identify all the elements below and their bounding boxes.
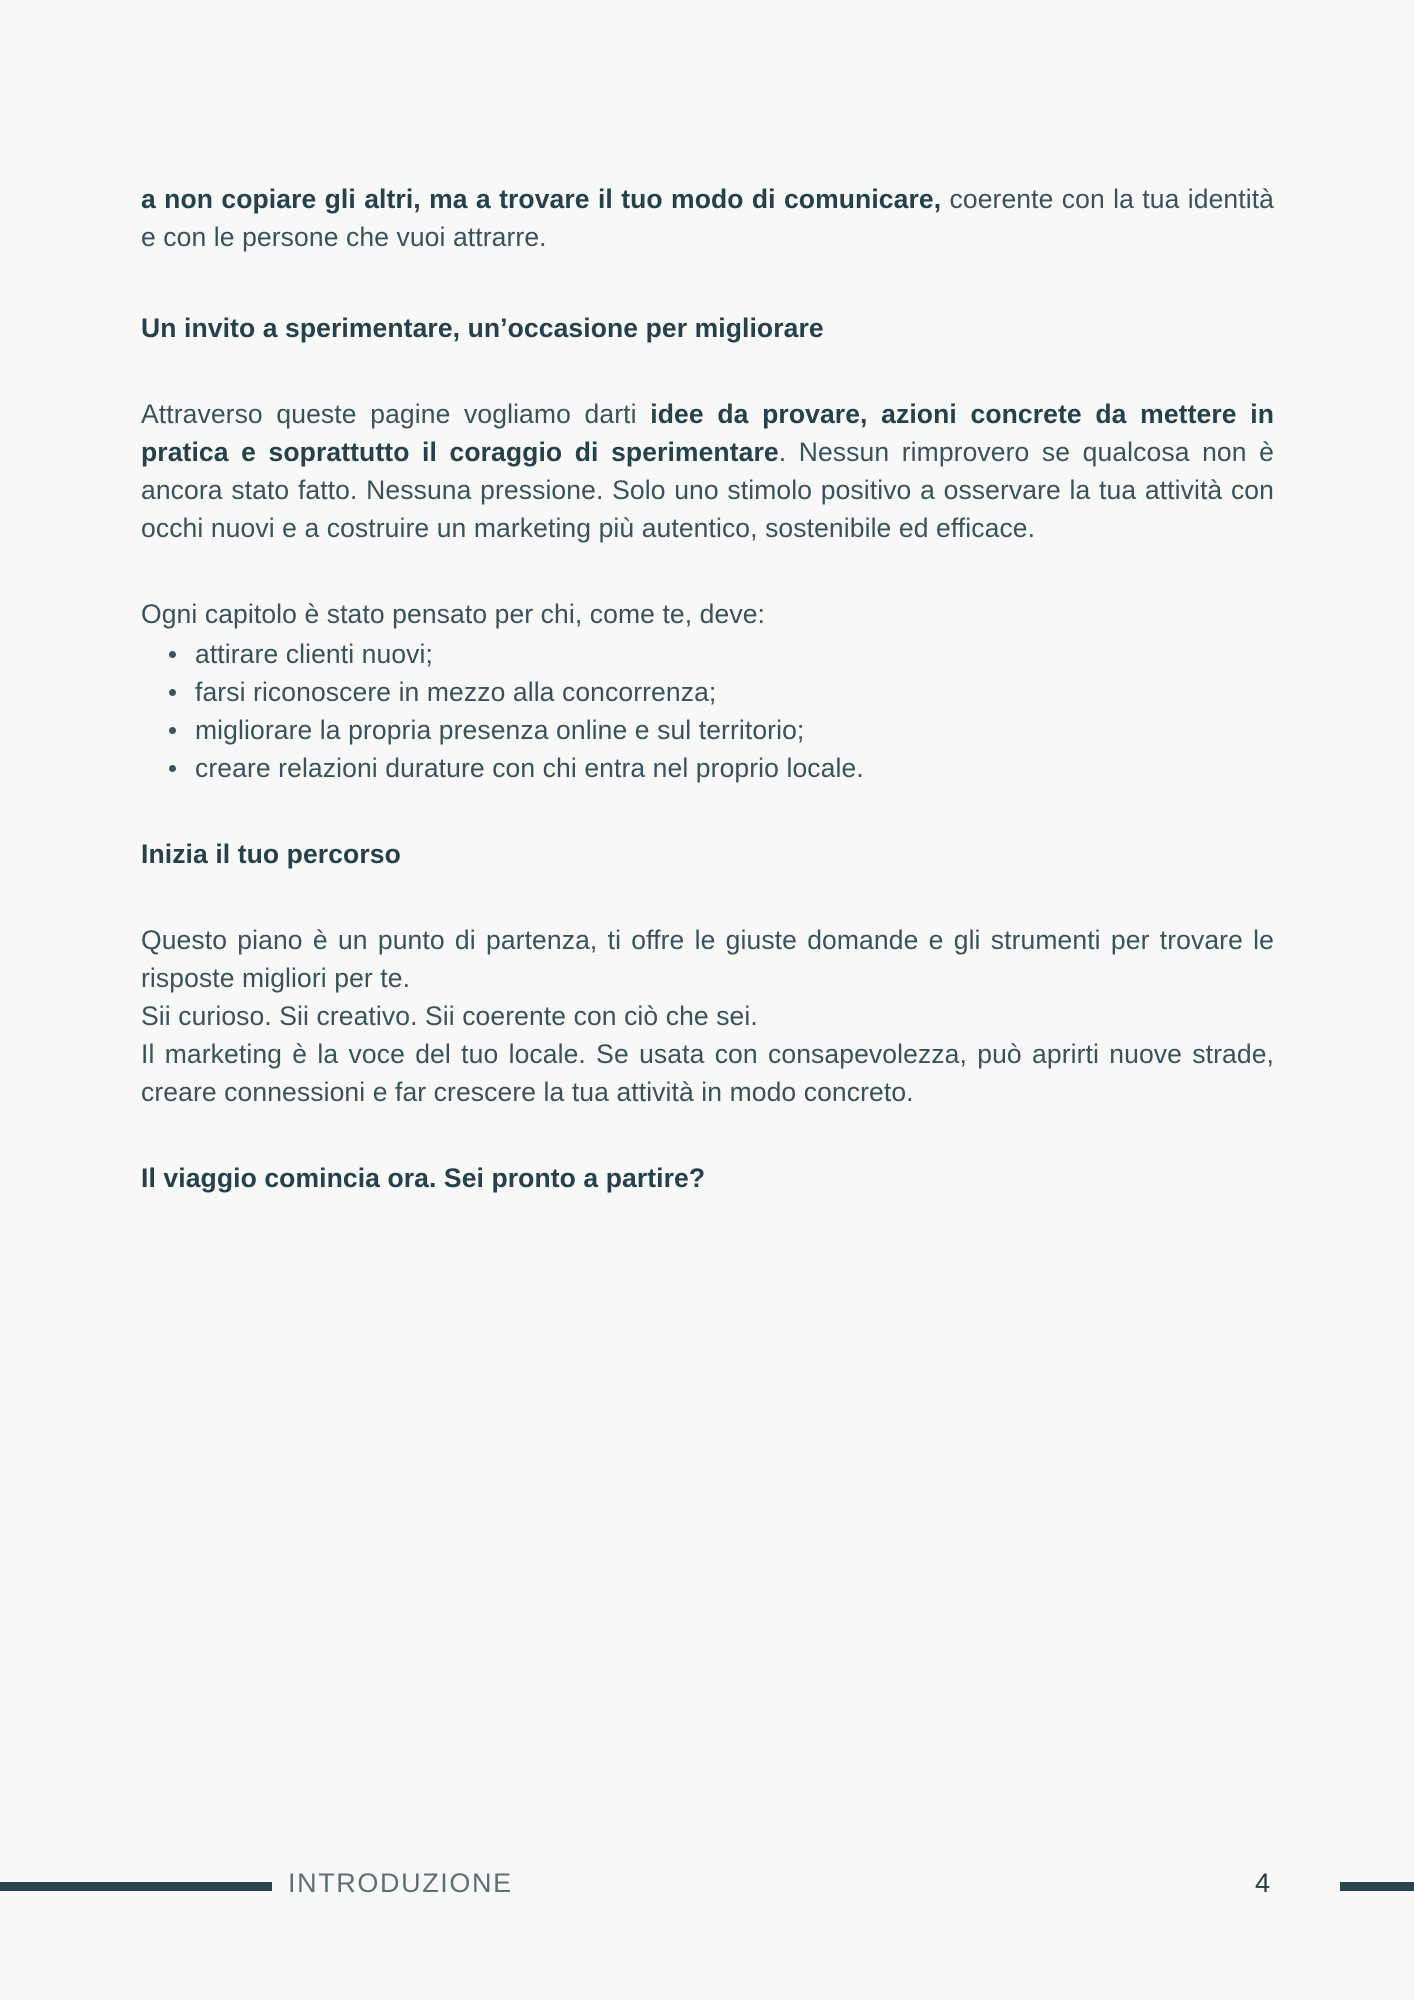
footer-section-label: INTRODUZIONE — [288, 1868, 513, 1898]
paragraph-continuation — [141, 180, 1274, 256]
bullet-dot-icon — [169, 689, 176, 696]
spacer — [141, 1111, 1274, 1159]
spacer — [141, 547, 1274, 595]
paragraph-attraverso-lead: Attraverso queste pagine vogliamo darti — [141, 399, 651, 429]
list-item-label: migliorare la propria presenza online e sul territorio; — [195, 715, 805, 745]
paragraph-attraverso-bold: idee da provare, azioni concrete da mettere in pratica e soprattutto il coraggio di sperimentare — [141, 399, 1275, 467]
capability-list — [141, 635, 1274, 787]
spacer — [141, 256, 1274, 309]
list-item-label: attirare clienti nuovi; — [195, 639, 433, 669]
page-footer — [0, 1860, 1414, 1920]
spacer — [141, 873, 1274, 921]
paragraph-il-marketing: Il marketing è la voce del tuo locale. Se usata con consapevolezza, può aprirti nuove strade, creare connessioni e far crescere la tua attività in modo concreto. — [141, 1039, 1274, 1107]
paragraph-sii-curioso: Sii curioso. Sii creativo. Sii coerente con ciò che sei. — [141, 1001, 758, 1031]
list-item-label: farsi riconoscere in mezzo alla concorrenza; — [195, 677, 717, 707]
page-content — [141, 180, 1274, 1197]
page-number: 4 — [1255, 1868, 1271, 1898]
bullet-dot-icon — [169, 765, 176, 772]
footer-rule-right — [1340, 1882, 1414, 1891]
list-item — [141, 711, 1274, 749]
paragraph-questo-piano: Questo piano è un punto di partenza, ti offre le giuste domande e gli strumenti per trovare le risposte migliori per te. — [141, 925, 1274, 993]
section-heading-inizia: Inizia il tuo percorso — [141, 839, 401, 869]
list-item-label: creare relazioni durature con chi entra nel proprio locale. — [195, 753, 864, 783]
closing-statement: Il viaggio comincia ora. Sei pronto a partire? — [141, 1163, 706, 1193]
list-item — [141, 635, 1274, 673]
paragraph-continuation-bold: a non copiare gli altri, ma a trovare il tuo modo di comunicare, — [141, 184, 942, 214]
bullet-dot-icon — [169, 651, 176, 658]
list-intro-text: Ogni capitolo è stato pensato per chi, come te, deve: — [141, 599, 765, 629]
spacer — [141, 347, 1274, 395]
bullet-dot-icon — [169, 727, 176, 734]
list-item — [141, 673, 1274, 711]
section-heading-invito: Un invito a sperimentare, un’occasione per migliorare — [141, 313, 824, 343]
paragraph-continuation-rest: coerente con la tua identità e con le persone che vuoi attrarre. — [141, 184, 1274, 252]
paragraph-attraverso-rest: . Nessun rimprovero se qualcosa non è ancora stato fatto. Nessuna pressione. Solo uno stimolo positivo a osservare la tua attività con occhi nuovi e a costruire un marketing più autentico, sostenibile ed efficace. — [141, 437, 1275, 543]
spacer — [141, 787, 1274, 835]
paragraph-attraverso — [141, 395, 1274, 547]
footer-rule-left — [0, 1882, 272, 1891]
list-item — [141, 749, 1274, 787]
